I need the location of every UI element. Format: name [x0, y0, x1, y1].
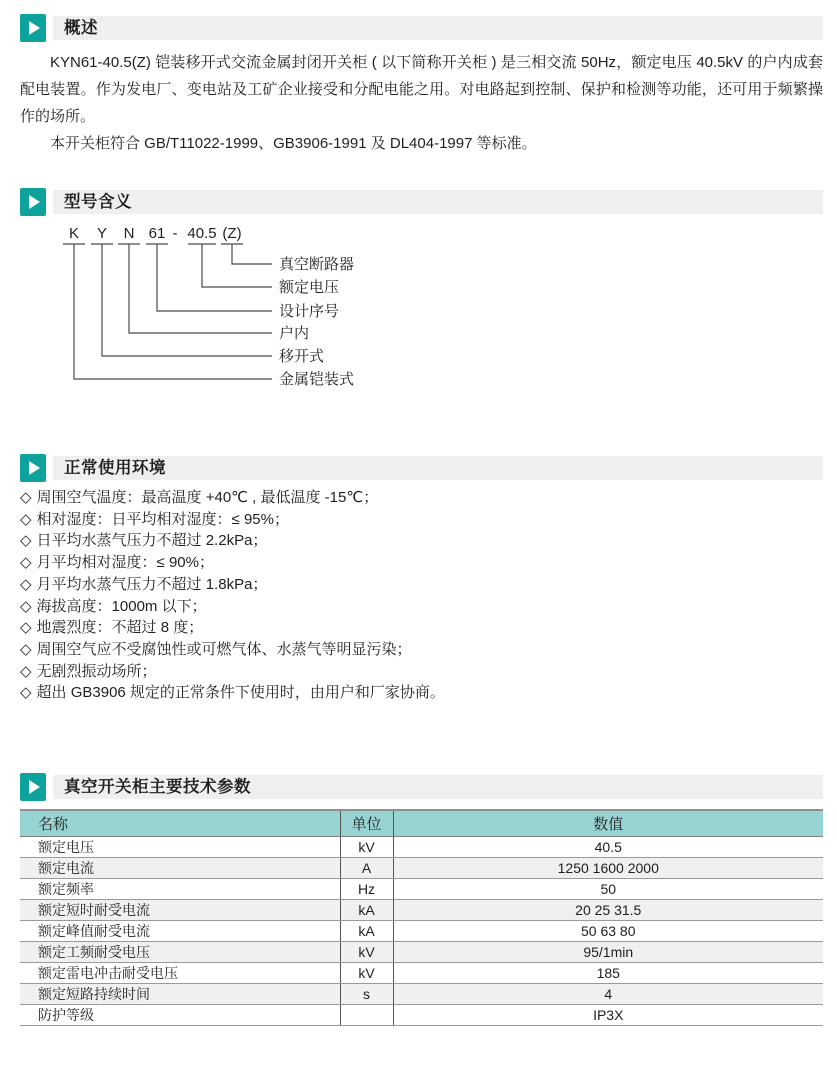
- cell-value: 20 25 31.5: [393, 900, 823, 921]
- model-label-vacuum-breaker: 真空断路器: [279, 256, 355, 273]
- cell-unit: kV: [340, 942, 393, 963]
- cell-name: 额定工频耐受电压: [20, 942, 340, 963]
- play-arrow-icon: [20, 188, 46, 216]
- cell-name: 额定峰值耐受电流: [20, 921, 340, 942]
- environment-list: [20, 487, 823, 704]
- diamond-bullet-icon: ◇: [20, 619, 32, 637]
- table-row: [20, 837, 823, 858]
- diamond-bullet-icon: ◇: [20, 684, 32, 702]
- table-row: [20, 984, 823, 1005]
- column-header-value: 数值: [393, 810, 823, 837]
- triangle-glyph: [29, 21, 40, 35]
- play-arrow-icon: [20, 454, 46, 482]
- model-label-withdrawable: 移开式: [279, 348, 325, 365]
- cell-name: 额定雷电冲击耐受电压: [20, 963, 340, 984]
- parameters-table: [20, 809, 823, 1026]
- list-item-text: 日平均水蒸气压力不超过 2.2kPa；: [36, 532, 268, 550]
- cell-name: 额定短时耐受电流: [20, 900, 340, 921]
- cell-name: 防护等级: [20, 1005, 340, 1026]
- section-header-bar: [53, 16, 823, 40]
- table-row: [20, 963, 823, 984]
- list-item: [20, 530, 823, 552]
- list-item: [20, 552, 823, 574]
- cell-unit: kV: [340, 963, 393, 984]
- cell-value: 40.5: [393, 837, 823, 858]
- connector-61: [157, 244, 272, 311]
- cell-unit: kA: [340, 921, 393, 942]
- table-row: [20, 942, 823, 963]
- play-arrow-icon: [20, 773, 46, 801]
- model-label-rated-voltage: 额定电压: [279, 279, 340, 296]
- connector-z: [232, 244, 272, 264]
- section-title-overview: 概述: [64, 19, 98, 37]
- overview-paragraph: KYN61-40.5(Z) 铠装移开式交流金属封闭开关柜 ( 以下简称开关柜 ) 是三相交流 50Hz，额定电压 40.5kV 的户内成套配电装置。作为发电厂、变电站及工矿企业接受和分配电能之用。对电路起到控制、保护和检测等功能，还可用于频繁操作的场所。: [20, 54, 823, 125]
- cell-value: 50: [393, 879, 823, 900]
- diamond-bullet-icon: ◇: [20, 554, 32, 572]
- list-item-text: 月平均水蒸气压力不超过 1.8kPa；: [36, 575, 268, 593]
- play-arrow-icon: [20, 14, 46, 42]
- section-header-model: [0, 188, 837, 217]
- cell-unit: kA: [340, 900, 393, 921]
- cell-value: 95/1min: [393, 942, 823, 963]
- cell-name: 额定电压: [20, 837, 340, 858]
- list-item-text: 超出 GB3906 规定的正常条件下使用时，由用户和厂家协商。: [36, 684, 445, 702]
- list-item-text: 海拔高度：1000m 以下；: [36, 597, 207, 615]
- section-title-model: 型号含义: [64, 193, 132, 211]
- connector-y: [102, 244, 272, 356]
- section-header-bar: [53, 456, 823, 480]
- diamond-bullet-icon: ◇: [20, 597, 32, 615]
- cell-unit: s: [340, 984, 393, 1005]
- list-item: [20, 661, 823, 683]
- list-item-text: 周围空气应不受腐蚀性或可燃气体、水蒸气等明显污染；: [36, 640, 412, 658]
- section-title-environment: 正常使用环境: [64, 459, 166, 477]
- diamond-bullet-icon: ◇: [20, 532, 32, 550]
- column-header-name: 名称: [20, 810, 340, 837]
- table-row: [20, 921, 823, 942]
- cell-value: 50 63 80: [393, 921, 823, 942]
- cell-name: 额定频率: [20, 879, 340, 900]
- table-header-row: [20, 810, 823, 837]
- cell-unit: kV: [340, 837, 393, 858]
- diamond-bullet-icon: ◇: [20, 489, 32, 506]
- list-item: [20, 682, 823, 704]
- code-part-dash: -: [172, 225, 178, 242]
- column-header-unit: 单位: [340, 810, 393, 837]
- list-item-text: 月平均相对湿度：≤ 90%；: [36, 554, 214, 572]
- table-row: [20, 858, 823, 879]
- cell-value: 1250 1600 2000: [393, 858, 823, 879]
- list-item: [20, 487, 823, 509]
- diamond-bullet-icon: ◇: [20, 640, 32, 658]
- cell-name: 额定电流: [20, 858, 340, 879]
- list-item-text: 周围空气温度：最高温度 +40℃ , 最低温度 -15℃；: [36, 489, 379, 506]
- section-header-parameters: [0, 773, 837, 802]
- model-label-indoor: 户内: [279, 325, 310, 342]
- cell-value: 4: [393, 984, 823, 1005]
- model-label-metal-clad: 金属铠装式: [279, 371, 355, 388]
- code-part-n: N: [123, 225, 135, 242]
- section-title-parameters: 真空开关柜主要技术参数: [64, 778, 251, 796]
- list-item: [20, 574, 823, 596]
- model-code-diagram: [50, 222, 420, 394]
- diamond-bullet-icon: ◇: [20, 510, 32, 528]
- connector-405: [202, 244, 272, 287]
- table-row: [20, 879, 823, 900]
- connector-n: [129, 244, 272, 333]
- code-part-z: (Z): [222, 225, 242, 242]
- section-header-bar: [53, 190, 823, 214]
- list-item-text: 相对湿度：日平均相对湿度：≤ 95%；: [36, 510, 289, 528]
- triangle-glyph: [29, 195, 40, 209]
- cell-name: 额定短路持续时间: [20, 984, 340, 1005]
- cell-value: 185: [393, 963, 823, 984]
- list-item-text: 地震烈度：不超过 8 度；: [36, 619, 204, 637]
- triangle-glyph: [29, 461, 40, 475]
- list-item: [20, 617, 823, 639]
- section-header-environment: [0, 454, 837, 483]
- overview-paragraph: 本开关柜符合 GB/T11022-1999、GB3906-1991 及 DL404-1997 等标准。: [50, 135, 537, 152]
- cell-value: IP3X: [393, 1005, 823, 1026]
- list-item: [20, 509, 823, 531]
- overview-paragraphs: [20, 49, 823, 157]
- code-part-61: 61: [148, 225, 166, 242]
- code-part-405: 40.5: [187, 225, 217, 242]
- list-item: [20, 596, 823, 618]
- list-item-text: 无剧烈振动场所；: [36, 662, 157, 680]
- diamond-bullet-icon: ◇: [20, 575, 32, 593]
- table-row: [20, 1005, 823, 1026]
- table-row: [20, 900, 823, 921]
- section-header-overview: [0, 14, 837, 43]
- cell-unit: A: [340, 858, 393, 879]
- cell-unit: Hz: [340, 879, 393, 900]
- code-part-k: K: [68, 225, 80, 242]
- diamond-bullet-icon: ◇: [20, 662, 32, 680]
- triangle-glyph: [29, 780, 40, 794]
- code-part-y: Y: [96, 225, 108, 242]
- list-item: [20, 639, 823, 661]
- model-label-design-serial: 设计序号: [279, 303, 340, 320]
- cell-unit: [340, 1005, 393, 1026]
